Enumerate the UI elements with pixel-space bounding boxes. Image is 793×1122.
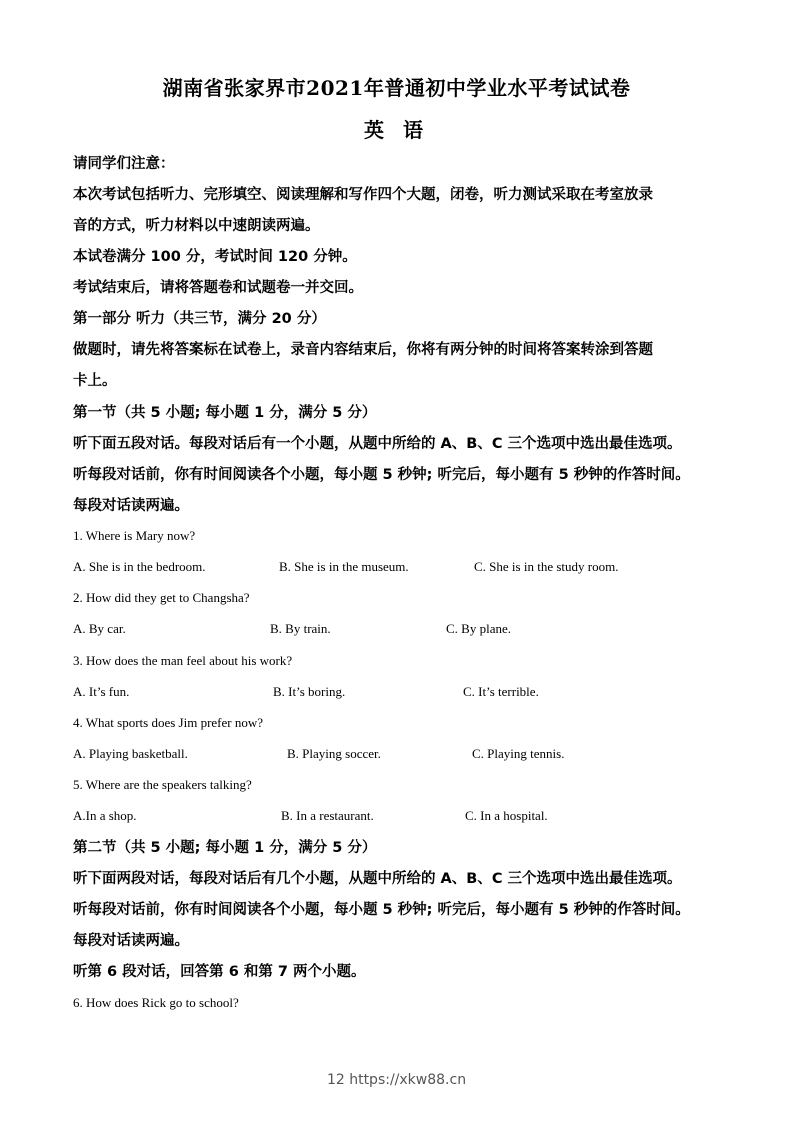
option-b: B. Playing soccer. <box>287 746 381 761</box>
instruction-line: 听下面五段对话。每段对话后有一个小题，从题中所给的 A、B、C 三个选项中选出最佳选项。 <box>73 436 682 452</box>
option-a: A. Playing basketball. <box>73 746 188 761</box>
option-a: A.In a shop. <box>73 808 137 823</box>
instruction-line: 音的方式，听力材料以中速朗读两遍。 <box>73 218 320 234</box>
option-b: B. She is in the museum. <box>279 559 409 574</box>
option-c: C. By plane. <box>446 621 511 636</box>
option-c: C. Playing tennis. <box>472 746 565 761</box>
section-one-heading: 第一节（共 5 小题; 每小题 1 分，满分 5 分） <box>73 405 377 421</box>
instruction-line: 每段对话读两遍。 <box>73 498 189 514</box>
instruction-line: 听每段对话前，你有时间阅读各个小题，每小题 5 秒钟; 听完后，每小题有 5 秒钟的作答时间。 <box>73 902 690 918</box>
instruction-line: 考试结束后，请将答题卷和试题卷一并交回。 <box>73 280 363 296</box>
option-c: C. In a hospital. <box>465 808 548 823</box>
exam-title: 湖南省张家界市2021年普通初中学业水平考试试卷 <box>162 76 631 100</box>
option-a: A. By car. <box>73 621 126 636</box>
instruction-line: 每段对话读两遍。 <box>73 933 189 949</box>
option-c: C. It’s terrible. <box>463 684 539 699</box>
instruction-line: 本次考试包括听力、完形填空、阅读理解和写作四个大题，闭卷，听力测试采取在考室放录 <box>73 187 653 203</box>
option-a: A. She is in the bedroom. <box>73 559 206 574</box>
instruction-line: 听第 6 段对话，回答第 6 和第 7 两个小题。 <box>73 964 366 980</box>
instruction-line: 做题时，请先将答案标在试卷上，录音内容结束后，你将有两分钟的时间将答案转涂到答题 <box>73 342 653 358</box>
question-5: 5. Where are the speakers talking? <box>73 777 252 792</box>
instruction-line: 听下面两段对话，每段对话后有几个小题，从题中所给的 A、B、C 三个选项中选出最佳选项。 <box>73 871 682 887</box>
instruction-line: 本试卷满分 100 分，考试时间 120 分钟。 <box>73 249 357 265</box>
question-6: 6. How does Rick go to school? <box>73 995 239 1010</box>
option-b: B. By train. <box>270 621 331 636</box>
option-c: C. She is in the study room. <box>474 559 619 574</box>
question-2: 2. How did they get to Changsha? <box>73 590 250 605</box>
exam-subject: 英 语 <box>364 118 429 142</box>
option-a: A. It’s fun. <box>73 684 130 699</box>
instruction-line: 卡上。 <box>73 373 117 389</box>
part-one-heading: 第一部分 听力（共三节，满分 20 分） <box>73 311 326 327</box>
question-1: 1. Where is Mary now? <box>73 528 196 543</box>
section-two-heading: 第二节（共 5 小题; 每小题 1 分，满分 5 分） <box>73 840 377 856</box>
option-b: B. It’s boring. <box>273 684 346 699</box>
question-4: 4. What sports does Jim prefer now? <box>73 715 264 730</box>
question-3: 3. How does the man feel about his work? <box>73 653 293 668</box>
instruction-line: 听每段对话前，你有时间阅读各个小题，每小题 5 秒钟; 听完后，每小题有 5 秒钟的作答时间。 <box>73 467 690 483</box>
option-b: B. In a restaurant. <box>281 808 374 823</box>
page-footer: 12 https://xkw88.cn <box>326 1072 467 1088</box>
instruction-line: 请同学们注意： <box>73 156 175 172</box>
